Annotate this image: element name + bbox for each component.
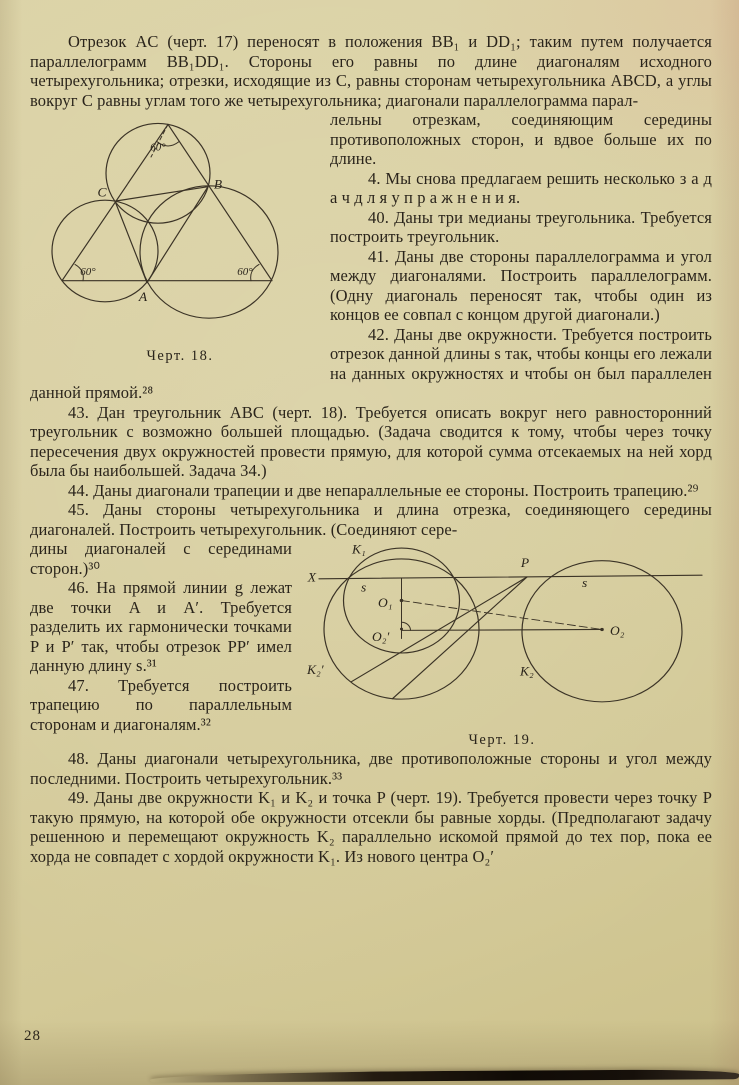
paragraph-item-48: 48. Даны диагонали четырехугольника, две противоположные стороны и угол между последними. Построить четырехугольник.³³ [30, 749, 712, 788]
paragraph-item-45a: 45. Даны стороны четырехугольника и длина отрезка, соединяющего середины диагоналей. Построить четырехугольник. (Соединяют сере- [30, 500, 712, 539]
secant-line-xp [319, 575, 702, 579]
label-s-left: s [361, 581, 367, 595]
dashed-line-o1-o2 [402, 601, 603, 630]
paragraph-item-42: 42. Даны две окружности. Требуется построить отрезок данной длины s так, чтобы концы его лежали на данных окружностях и чтобы он был параллелен данной прямой.²⁸ [30, 324, 712, 402]
paragraph-intro-a: Отрезок AC (черт. 17) переносят в положения BB₁ и DD₁; таким путем получается параллелограмм BB₁DD₁. Стороны его равны по длине диагоналям исходного четырехугольника; отрезки, исходящие из C, равны сторонам четырехугольника ABCD, а углы вокруг C равны углам того же четырехугольника; диагонали параллелограмма парал- [30, 32, 712, 110]
figure-18-caption: Черт. 18. [146, 348, 214, 364]
paragraph-item-4: 4. Мы снова предлагаем решить несколько з а д а ч д л я у п р а ж н е н и я. [330, 168, 712, 207]
paragraph-item-46: 46. На прямой линии g лежат две точки A и A′. Требуется разделить их гармонически точками P и P′ так, чтобы отрезок PP′ имел данную длину s.³¹ [30, 578, 292, 675]
figure-18-drawing [30, 110, 330, 345]
figure-18 [30, 110, 330, 365]
label-k1: K₁ [352, 543, 366, 557]
paragraph-item-43: 43. Дан треугольник ABC (черт. 18). Требуется описать вокруг него равносторонний треугольник с возможно большей площадью. (Задача сводится к тому, чтобы через точку пересечения двух окружностей провести прямую, для которой сумма отсекаемых на ней хорд была бы наибольшей. Задача 34.) [30, 402, 712, 480]
paragraph-item-45b: дины диагоналей с серединами сторон.)³⁰ [30, 539, 292, 578]
figure-19-drawing [292, 539, 712, 729]
scan-shadow-band [150, 1069, 739, 1083]
point-o1 [400, 599, 404, 602]
label-k2-new: K₂′ [307, 663, 324, 677]
paragraph-item-49: 49. Даны две окружности K₁ и K₂ и точка P (черт. 19). Требуется провести через точку P такую прямую, на которой обе окружности отсекли бы равные хорды. (Предполагают задачу решенною и перемещают окружность K₂ параллельно искомой прямой до тех пор, пока ее хорда не совпадет с хордой окружности K₁. Из нового центра O₂′ [30, 788, 712, 866]
paragraph-item-44: 44. Даны диагонали трапеции и две непараллельные ее стороны. Построить трапецию.²⁹ [68, 480, 699, 500]
figure-19-caption: Черт. 19. [468, 732, 536, 748]
label-o2: O₂ [610, 624, 625, 638]
line-o2new-o2 [402, 629, 603, 630]
angle-label-right: 60° [237, 266, 253, 278]
label-o1: O₁ [378, 596, 393, 610]
paragraph-item-40: 40. Даны три медианы треугольника. Требуется построить треугольник. [330, 207, 712, 246]
label-o2-new: O₂′ [372, 630, 390, 645]
circle-k2 [522, 561, 682, 702]
figure-19 [292, 539, 712, 749]
angle-label-left: 60° [80, 266, 96, 278]
vertex-label-b: B [213, 176, 223, 192]
vertex-label-c: C [97, 184, 107, 200]
point-o2 [600, 628, 604, 631]
paragraph-intro-b: лельны отрезкам, соединяющим середины противоположных сторон, и вдвое больше их по длине. [330, 110, 712, 168]
paragraph-item-47: 47. Требуется построить трапецию по параллельным сторонам и диагоналям.³² [30, 675, 292, 734]
circle-left [52, 200, 158, 302]
point-o2-new [400, 628, 403, 631]
page-number: 28 [24, 1028, 41, 1044]
label-x: X [307, 571, 316, 585]
label-k2: K₂ [520, 665, 534, 679]
label-s-right: s [582, 576, 588, 590]
inner-triangle-abc [115, 187, 208, 283]
vertex-label-a: A [138, 289, 148, 304]
page-content [30, 32, 712, 866]
outer-triangle [62, 124, 272, 280]
circle-right [140, 186, 278, 318]
paragraph-item-41: 41. Даны две стороны параллелограмма и угол между диагоналями. Построить параллелограмм. (Одну диагональ переносят так, чтобы один из концов ее совпал с концом другой диагонали.) [330, 246, 712, 324]
angle-label-top: 60° [150, 141, 166, 154]
label-p: P [520, 556, 530, 570]
